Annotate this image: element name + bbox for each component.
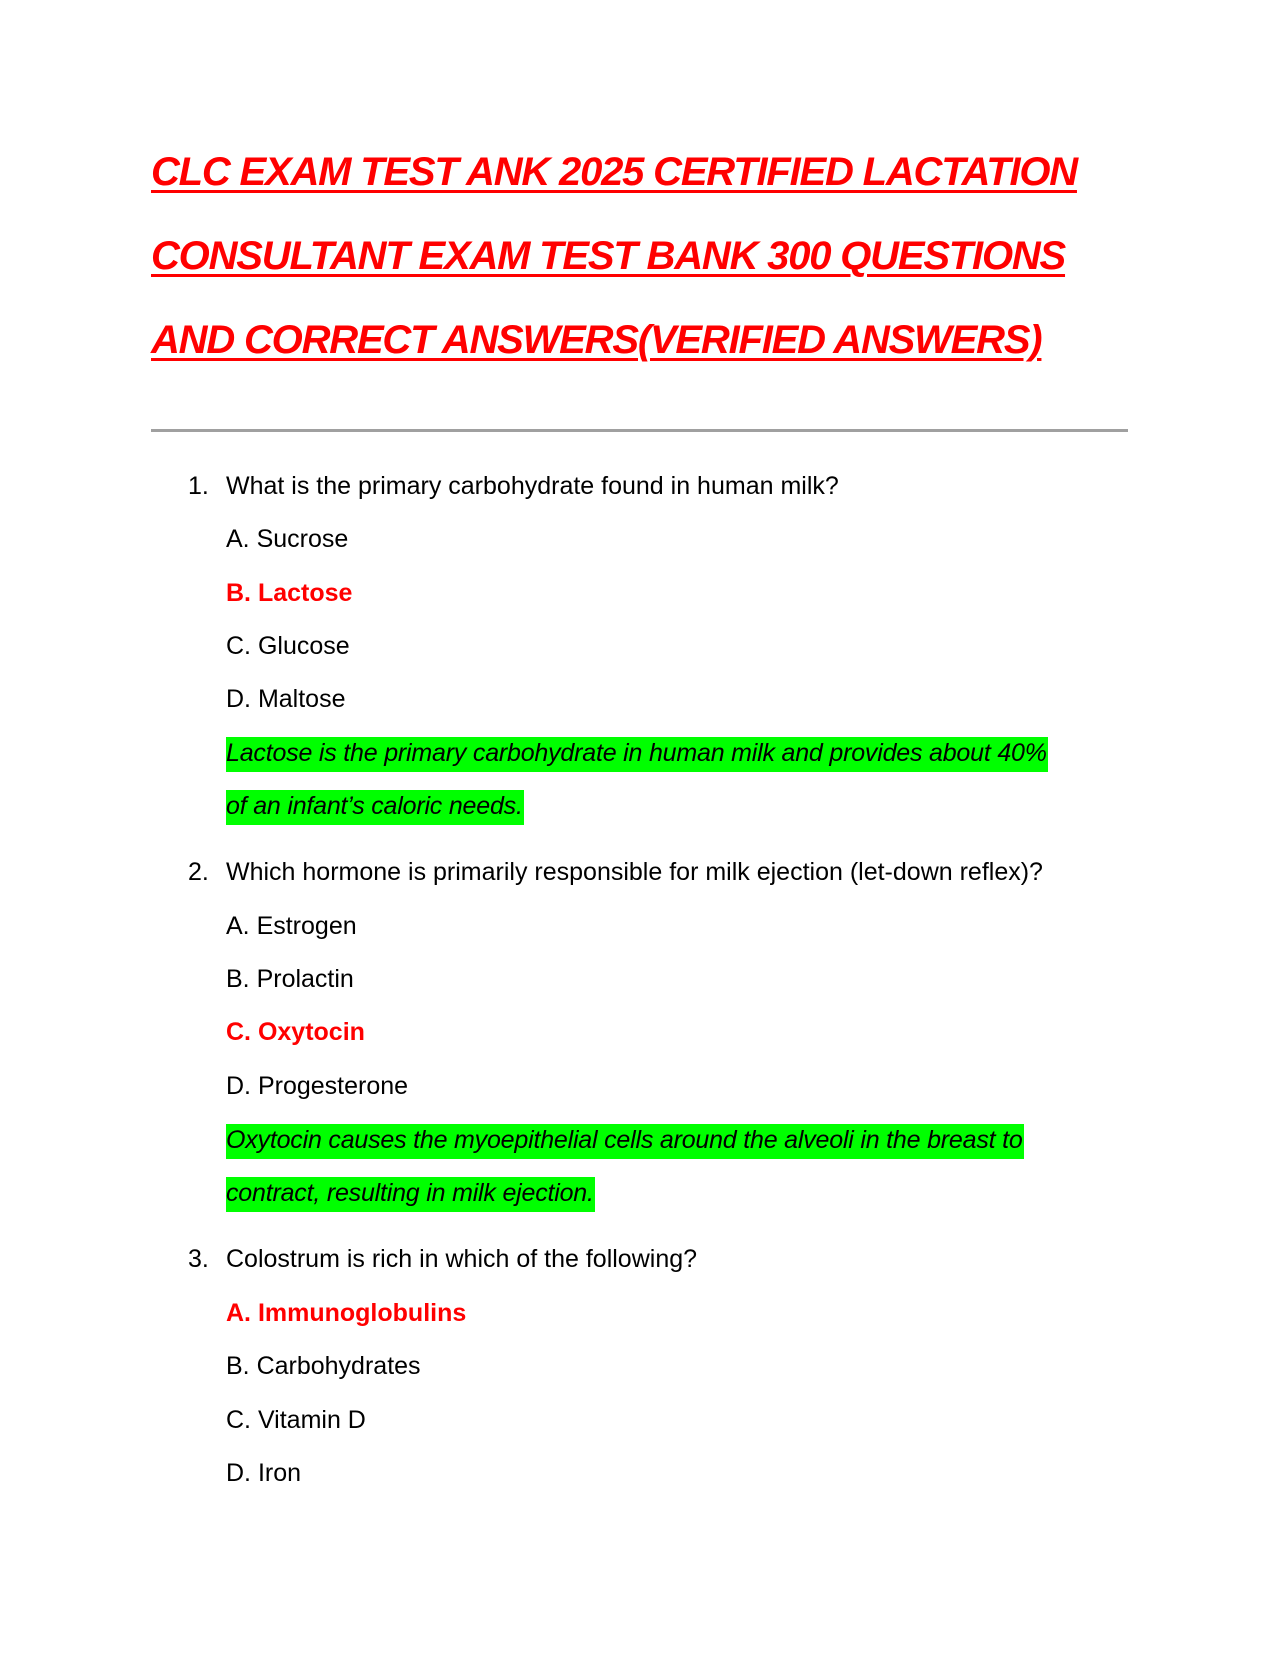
question-2-option-c-correct: C. Oxytocin	[226, 1018, 365, 1046]
question-2-option-a: A. Estrogen	[226, 912, 357, 940]
question-text: Colostrum is rich in which of the following?	[226, 1245, 698, 1273]
document-title-line-2: CONSULTANT EXAM TEST BANK 300 QUESTIONS	[151, 234, 1066, 278]
question-3-option-c: C. Vitamin D	[226, 1406, 366, 1434]
question-1-option-d: D. Maltose	[226, 685, 346, 713]
question-number: 3.	[188, 1245, 209, 1273]
question-number: 2.	[188, 858, 209, 886]
question-1-option-a: A. Sucrose	[226, 525, 349, 553]
question-2-option-d: D. Progesterone	[226, 1072, 409, 1100]
question-3	[188, 1245, 697, 1274]
question-text: What is the primary carbohydrate found in human milk?	[226, 472, 839, 500]
document-title-line-3: AND CORRECT ANSWERS(VERIFIED ANSWERS)	[151, 318, 1042, 362]
question-1-explanation-line-1: Lactose is the primary carbohydrate in human milk and provides about 40%	[226, 737, 1048, 772]
question-number: 1.	[188, 472, 209, 500]
horizontal-divider	[151, 429, 1128, 432]
question-2	[188, 858, 1043, 887]
question-2-explanation-line-2: contract, resulting in milk ejection.	[226, 1177, 595, 1212]
question-3-option-a-correct: A. Immunoglobulins	[226, 1299, 467, 1327]
question-1-option-b-correct: B. Lactose	[226, 579, 353, 607]
question-2-option-b: B. Prolactin	[226, 965, 354, 993]
question-1-option-c: C. Glucose	[226, 632, 350, 660]
question-1-explanation-line-2: of an infant’s caloric needs.	[226, 790, 524, 825]
document-title-line-1: CLC EXAM TEST ANK 2025 CERTIFIED LACTATION	[151, 150, 1077, 194]
question-3-option-b: B. Carbohydrates	[226, 1352, 421, 1380]
question-3-option-d: D. Iron	[226, 1459, 302, 1487]
question-2-explanation-line-1: Oxytocin causes the myoepithelial cells around the alveoli in the breast to	[226, 1124, 1024, 1159]
question-1	[188, 472, 839, 501]
question-text: Which hormone is primarily responsible for milk ejection (let-down reflex)?	[226, 858, 1043, 886]
